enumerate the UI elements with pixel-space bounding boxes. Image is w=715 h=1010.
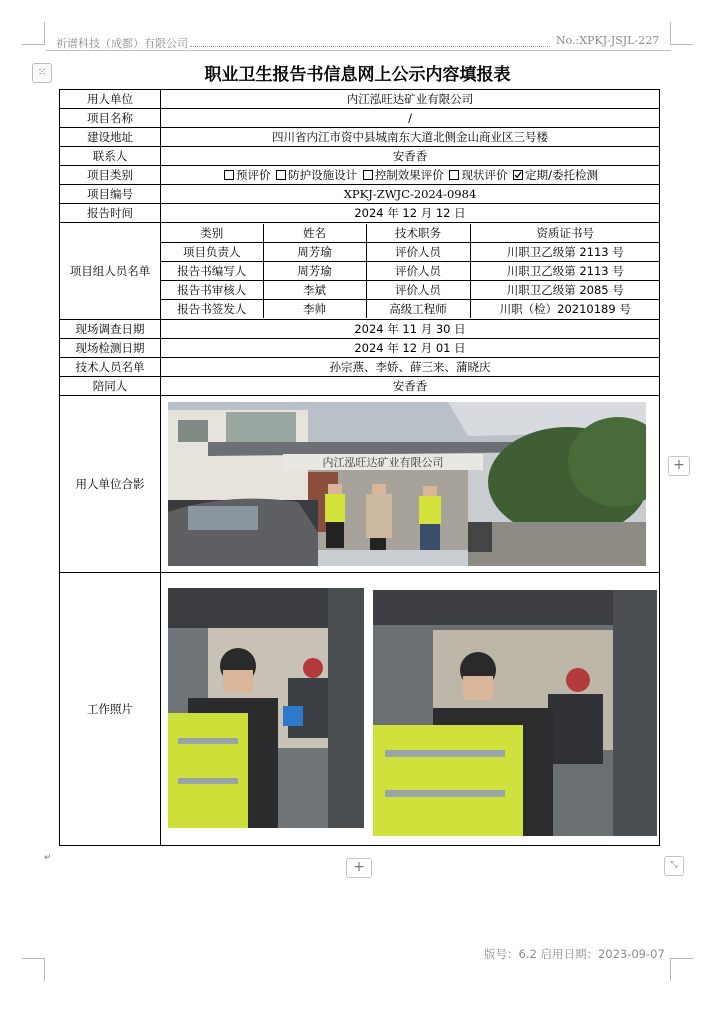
- tech-label: 技术人员名单: [60, 358, 161, 377]
- table-row: [60, 185, 660, 204]
- address-value[interactable]: 四川省内江市资中县城南东大道北侧金山商业区三号楼: [161, 128, 660, 147]
- team-cell-name[interactable]: 周芳瑜: [263, 262, 366, 281]
- header-doc-no: No.:XPKJ-JSJL-227: [556, 34, 660, 47]
- table-row: [60, 90, 660, 109]
- survey-date-label: 现场调查日期: [60, 320, 161, 339]
- team-header-row: [161, 224, 660, 243]
- table-row: [60, 320, 660, 339]
- team-label: 项目组人员名单: [60, 223, 161, 320]
- work-photo-1[interactable]: [168, 588, 364, 828]
- team-row: [161, 281, 660, 300]
- team-cell-name[interactable]: 李斌: [263, 281, 366, 300]
- table-row: [60, 573, 660, 846]
- tech-value[interactable]: 孙宗燕、李娇、薛三来、蒲晓庆: [161, 358, 660, 377]
- margin-corner-top-left: [22, 22, 45, 45]
- team-cell-role[interactable]: 项目负责人: [161, 243, 263, 262]
- escort-label: 陪同人: [60, 377, 161, 396]
- team-table: [161, 224, 660, 318]
- group-photo-label: 用人单位合影: [60, 396, 161, 573]
- table-move-handle-icon[interactable]: ⁙: [32, 63, 52, 83]
- team-cell-title[interactable]: 评价人员: [366, 262, 470, 281]
- survey-date-value[interactable]: 2024 年 11 月 30 日: [161, 320, 660, 339]
- team-row: [161, 300, 660, 319]
- checkbox-icon[interactable]: [224, 170, 234, 180]
- report-time-value[interactable]: 2024 年 12 月 12 日: [161, 204, 660, 223]
- table-row: [60, 358, 660, 377]
- team-cell-name[interactable]: 李帅: [263, 300, 366, 319]
- category-option[interactable]: 现状评价: [447, 168, 507, 182]
- work-photo-label: 工作照片: [60, 573, 161, 846]
- table-row: [60, 128, 660, 147]
- margin-corner-bottom-right: [670, 958, 693, 981]
- project-name-label: 项目名称: [60, 109, 161, 128]
- category-label: 项目类别: [60, 166, 161, 185]
- team-cell-role[interactable]: 报告书签发人: [161, 300, 263, 319]
- team-cell-role[interactable]: 报告书审核人: [161, 281, 263, 300]
- team-cell-cert[interactable]: 川职（检）20210189 号: [470, 300, 660, 319]
- report-time-label: 报告时间: [60, 204, 161, 223]
- add-column-icon[interactable]: +: [668, 456, 690, 476]
- info-table: [59, 89, 660, 846]
- team-cell-cert[interactable]: 川职卫乙级第 2113 号: [470, 243, 660, 262]
- header-rule: [46, 50, 671, 51]
- project-name-value[interactable]: /: [161, 109, 660, 128]
- team-cell-title[interactable]: 评价人员: [366, 243, 470, 262]
- table-row: [60, 166, 660, 185]
- escort-value[interactable]: 安香香: [161, 377, 660, 396]
- category-option[interactable]: 防护设施设计: [274, 168, 357, 182]
- checkbox-icon[interactable]: [276, 170, 286, 180]
- group-photo[interactable]: [168, 402, 646, 566]
- project-no-label: 项目编号: [60, 185, 161, 204]
- team-cell-name[interactable]: 周芳瑜: [263, 243, 366, 262]
- category-option[interactable]: 预评价: [222, 168, 271, 182]
- footer-version: 版号：6.2 启用日期：2023-09-07: [484, 947, 665, 961]
- work-photo-cell: [161, 573, 660, 846]
- header-company: 祈谱科技（成都）有限公司: [56, 37, 188, 50]
- table-row: [60, 377, 660, 396]
- table-row: [60, 396, 660, 573]
- team-cell-title[interactable]: 高级工程师: [366, 300, 470, 319]
- team-cell-cert[interactable]: 川职卫乙级第 2085 号: [470, 281, 660, 300]
- table-row: [60, 204, 660, 223]
- test-date-value[interactable]: 2024 年 12 月 01 日: [161, 339, 660, 358]
- team-row: [161, 262, 660, 281]
- group-photo-cell: [161, 396, 660, 573]
- margin-corner-top-right: [670, 22, 693, 45]
- team-cell: [161, 223, 660, 320]
- margin-corner-bottom-left: [22, 958, 45, 981]
- header-leader-line: [190, 46, 550, 47]
- category-option[interactable]: 定期/委托检测: [511, 168, 598, 182]
- team-cell-cert[interactable]: 川职卫乙级第 2113 号: [470, 262, 660, 281]
- team-row: [161, 243, 660, 262]
- contact-label: 联系人: [60, 147, 161, 166]
- employer-label: 用人单位: [60, 90, 161, 109]
- company-sign-text: 内江泓旺达矿业有限公司: [322, 456, 444, 469]
- checkbox-icon[interactable]: [449, 170, 459, 180]
- team-cell-role[interactable]: 报告书编写人: [161, 262, 263, 281]
- table-row: [60, 109, 660, 128]
- page-title: 职业卫生报告书信息网上公示内容填报表: [204, 65, 511, 85]
- paragraph-mark-icon: ↵: [44, 853, 52, 863]
- table-row: [60, 339, 660, 358]
- category-options: [161, 166, 660, 185]
- team-cell-title[interactable]: 评价人员: [366, 281, 470, 300]
- team-header: 类别: [161, 224, 263, 243]
- project-no-value[interactable]: XPKJ-ZWJC-2024-0984: [161, 185, 660, 204]
- category-option[interactable]: 控制效果评价: [361, 168, 444, 182]
- team-header: 技术职务: [366, 224, 470, 243]
- checkbox-icon[interactable]: [363, 170, 373, 180]
- table-row: [60, 223, 660, 320]
- team-header: 姓名: [263, 224, 366, 243]
- work-photo-2[interactable]: [373, 590, 657, 836]
- table-row: [60, 147, 660, 166]
- table-resize-handle-icon[interactable]: ⤡: [664, 856, 684, 876]
- team-header: 资质证书号: [470, 224, 660, 243]
- checked-checkbox-icon[interactable]: [513, 170, 523, 180]
- contact-value[interactable]: 安香香: [161, 147, 660, 166]
- test-date-label: 现场检测日期: [60, 339, 161, 358]
- address-label: 建设地址: [60, 128, 161, 147]
- add-row-icon[interactable]: +: [346, 858, 372, 878]
- employer-value[interactable]: 内江泓旺达矿业有限公司: [161, 90, 660, 109]
